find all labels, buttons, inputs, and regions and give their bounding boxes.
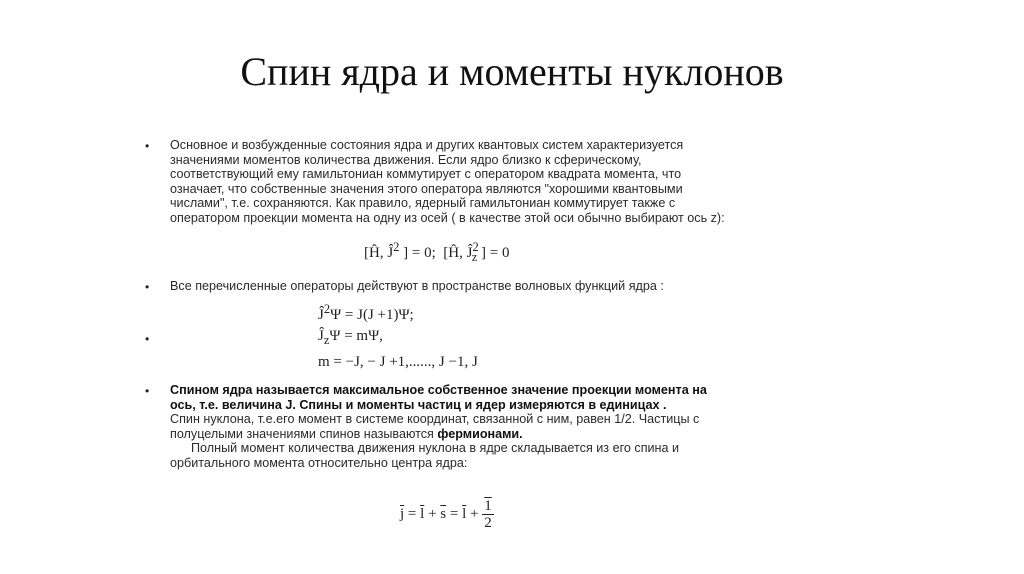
text-line: означает, что собственные значения этого оператора являются "хорошими квантовыми xyxy=(170,181,683,196)
formula-part: Ĵ xyxy=(318,307,324,323)
paragraph-3 xyxy=(170,383,707,471)
formula-part: 2 xyxy=(393,240,400,254)
numerator: 1 xyxy=(484,498,492,514)
text-part: полуцелыми значениями спинов называются xyxy=(170,426,438,441)
bullet: • xyxy=(145,384,150,398)
text-line xyxy=(170,427,707,442)
text-line: соответствующий ему гамильтониан коммутирует с оператором квадрата момента, что xyxy=(170,167,682,182)
text-line: Спином ядра называется максимальное собственное значение проекции момента на xyxy=(170,383,707,397)
text-line: числами", т.е. сохраняются. Как правило, ядерный гамильтониан коммутирует также с xyxy=(170,196,676,211)
formula-part: ] = 0; xyxy=(403,245,436,261)
formula-part: + xyxy=(466,505,483,522)
text-line: орбитального момента относительно центра ядра: xyxy=(170,455,468,470)
text-line: Полный момент количества движения нуклона в ядре складывается из его спина и xyxy=(170,441,680,456)
formula-m-values: m = −J, − J +1,......, J −1, J xyxy=(318,354,478,370)
formula-part: ] = 0 xyxy=(481,245,510,261)
bullet: • xyxy=(145,280,150,294)
formula-part: = xyxy=(404,505,421,522)
paragraph-1 xyxy=(170,138,725,226)
text-line: ось, т.е. величина J. Спины и моменты частиц и ядер измеряются в единицах . xyxy=(170,397,667,412)
text-line: Спин нуклона, т.е.его момент в системе координат, связанной с ним, равен 1/2. Частицы с xyxy=(170,412,700,427)
formula-part: $\overline{s}$ xyxy=(440,505,447,522)
formula-part: + xyxy=(424,505,441,522)
formula-part: z xyxy=(323,333,330,347)
formula-part: $\overline{j}$ xyxy=(400,505,405,522)
paragraph-2: Все перечисленные операторы действуют в пространстве волновых функций ядра : xyxy=(170,279,664,293)
formula-part: Ψ = J(J +1)Ψ; xyxy=(330,307,414,323)
formula-commutators xyxy=(364,240,510,265)
formula-part: $\overline{l}$ xyxy=(462,505,467,522)
slide-title: Спин ядра и моменты нуклонов xyxy=(240,49,784,94)
formula-part: 2 xyxy=(323,302,331,316)
bullet: • xyxy=(145,332,150,346)
fraction xyxy=(482,498,494,531)
formula-part: [Ĥ, Ĵ xyxy=(364,245,394,261)
text-line: оператором проекции момента на одну из осей ( в качестве этой оси обычно выбирают ось z): xyxy=(170,210,725,225)
bullet: • xyxy=(145,139,150,153)
formula-part: $\overline{l}$ xyxy=(420,505,425,522)
fermions-term: фермионами. xyxy=(437,426,523,441)
formula-part: Ĵ xyxy=(318,328,324,344)
formula-j2 xyxy=(318,302,414,324)
formula-part: z xyxy=(471,250,478,264)
formula-part: Ψ = mΨ, xyxy=(329,328,383,344)
formula-part: = xyxy=(446,505,463,522)
formula-part: [Ĥ, Ĵ xyxy=(443,245,473,261)
text-line: Основное и возбужденные состояния ядра и других квантовых систем характеризуется xyxy=(170,138,684,152)
formula-part: 2 xyxy=(472,240,479,254)
formula-jz xyxy=(318,328,383,348)
denominator: 2 xyxy=(484,515,492,531)
formula-total-moment xyxy=(400,498,494,531)
text-line: значениями моментов количества движения. Если ядро близко к сферическому, xyxy=(170,152,642,167)
